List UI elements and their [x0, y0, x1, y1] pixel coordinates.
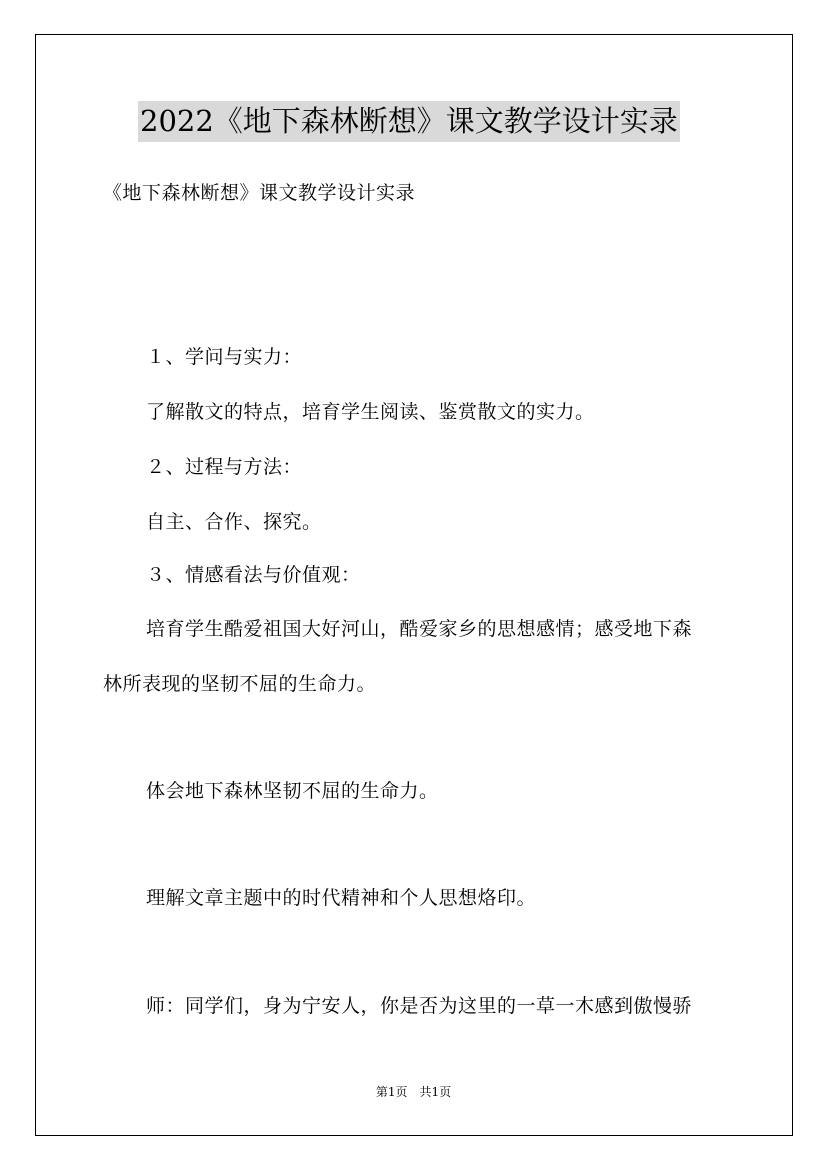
paragraph-key-point: 体会地下森林坚韧不屈的生命力。 [146, 780, 439, 802]
paragraph-objective-1-body: 了解散文的特点，培育学生阅读、鉴赏散文的实力。 [146, 401, 595, 423]
paragraph-teacher-dialogue: 师：同学们，身为宁安人，你是否为这里的一草一木感到傲慢骄 [146, 995, 693, 1017]
paragraph-objective-2-body: 自主、合作、探究。 [146, 511, 322, 533]
paragraph-objective-3-heading: ３、情感看法与价值观： [146, 564, 361, 586]
document-subtitle: 《地下森林断想》课文教学设计实录 [103, 182, 416, 204]
page-number-footer: 第1页 共1页 [375, 1085, 452, 1099]
paragraph-objective-2-heading: ２、过程与方法： [146, 456, 303, 478]
paragraph-objective-1-heading: １、学问与实力： [146, 346, 303, 368]
paragraph-difficult-point: 理解文章主题中的时代精神和个人思想烙印。 [146, 887, 537, 909]
paragraph-objective-3-body-line-2: 林所表现的坚韧不屈的生命力。 [103, 673, 377, 695]
paragraph-objective-3-body-line-1: 培育学生酷爱祖国大好河山，酷爱家乡的思想感情；感受地下森 [146, 618, 693, 640]
document-title: 2022《地下森林断想》课文教学设计实录 [138, 101, 680, 142]
